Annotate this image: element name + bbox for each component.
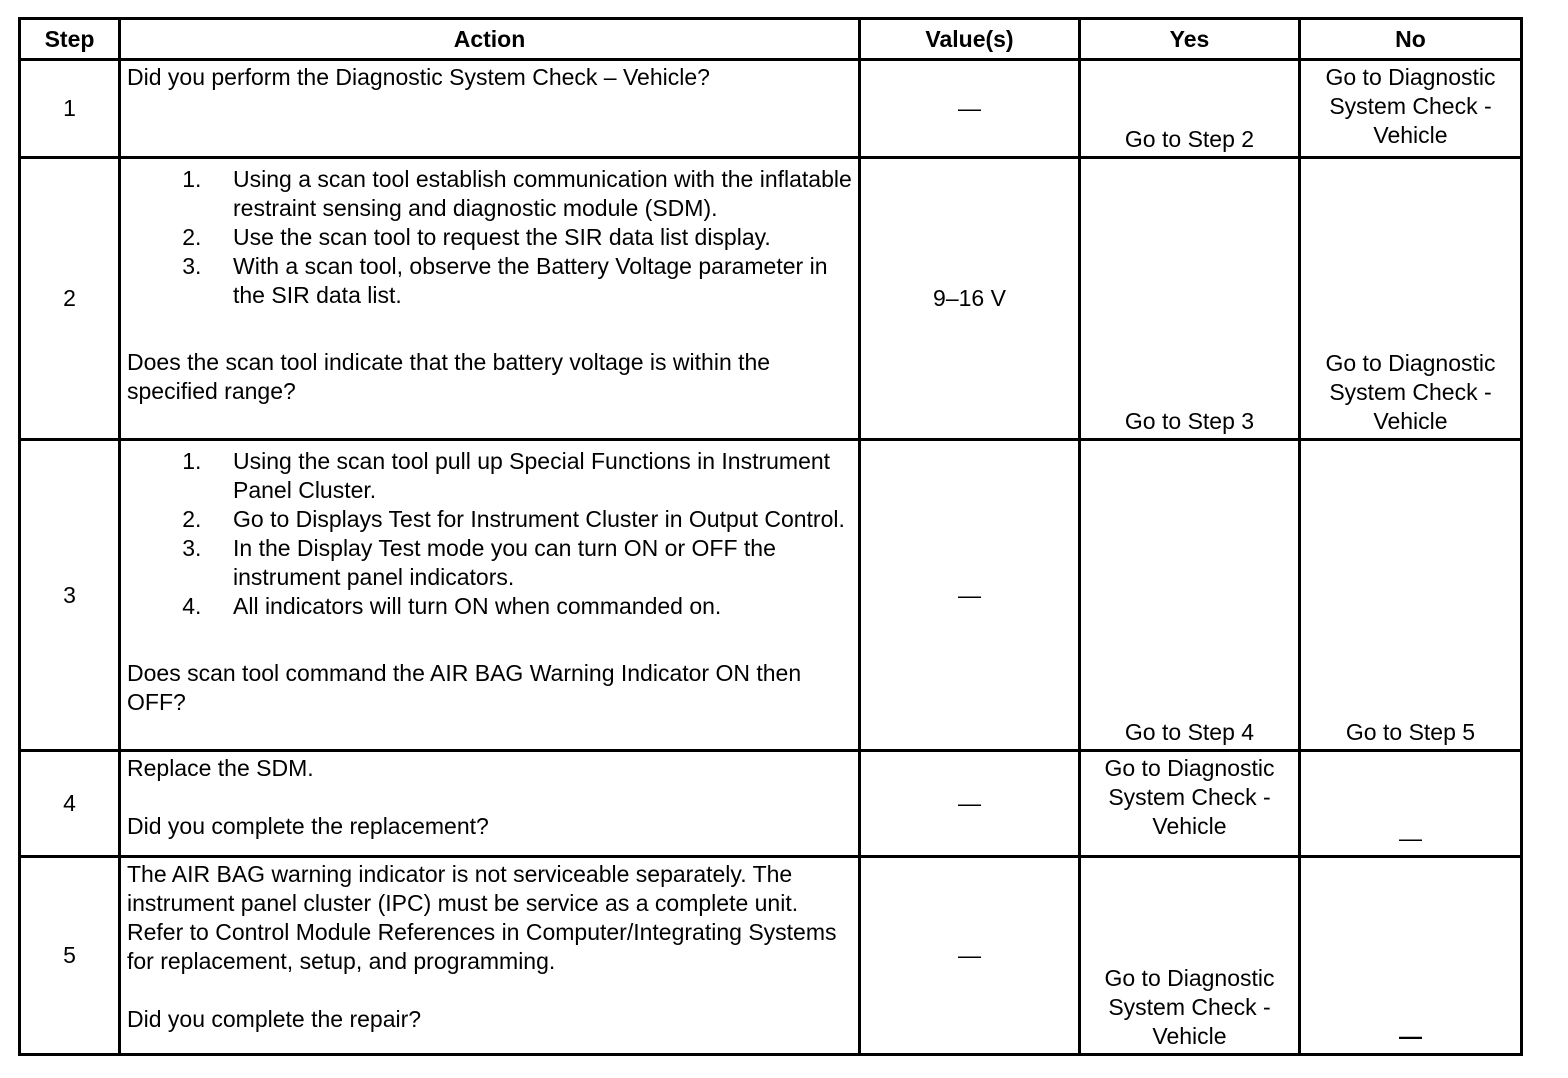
step-number: 2 [20,158,120,440]
action-steps-list [127,447,854,621]
step-number: 3 [20,440,120,750]
action-step: 1. Using the scan tool pull up Special Functions in Instrument Panel Cluster. [227,447,854,505]
yes-cell: Go to Diagnostic System Check - Vehicle [1080,750,1300,856]
action-step: 2. Use the scan tool to request the SIR data list display. [227,223,854,252]
action-question: Did you complete the repair? [127,1005,422,1032]
header-step: Step [20,19,120,60]
table-row [20,750,1522,856]
table-row [20,440,1522,750]
yes-cell: Go to Diagnostic System Check - Vehicle [1080,856,1300,1054]
action-steps-list [127,165,854,310]
no-cell: Go to Diagnostic System Check - Vehicle [1300,158,1522,440]
value-cell: — [860,750,1080,856]
diagnostic-table [18,17,1523,1056]
value-cell: — [860,856,1080,1054]
action-step: 3. With a scan tool, observe the Battery Voltage parameter in the SIR data list. [227,252,854,310]
value-cell: — [860,440,1080,750]
yes-cell: Go to Step 2 [1080,60,1300,158]
header-row [20,19,1522,60]
no-cell: — [1300,856,1522,1054]
step-number: 1 [20,60,120,158]
action-cell [120,750,860,856]
action-step: 1. Using a scan tool establish communication with the inflatable restraint sensing and diagnostic module (SDM). [227,165,854,223]
action-question: Did you complete the replacement? [127,812,489,839]
action-text: The AIR BAG warning indicator is not serviceable separately. The instrument panel cluster (IPC) must be service as a complete unit. Refer to Control Module References in Computer/Integrating Systems for replacement, setup, and programming. [127,860,837,974]
header-no: No [1300,19,1522,60]
header-action: Action [120,19,860,60]
yes-cell: Go to Step 3 [1080,158,1300,440]
no-cell: Go to Step 5 [1300,440,1522,750]
value-cell: 9–16 V [860,158,1080,440]
header-yes: Yes [1080,19,1300,60]
action-cell [120,440,860,750]
header-values: Value(s) [860,19,1080,60]
action-step: 4. All indicators will turn ON when commanded on. [227,592,854,621]
action-cell [120,60,860,158]
table-row [20,60,1522,158]
step-number: 5 [20,856,120,1054]
table-row [20,856,1522,1054]
action-cell [120,856,860,1054]
action-step: 3. In the Display Test mode you can turn ON or OFF the instrument panel indicators. [227,534,854,592]
no-cell: Go to Diagnostic System Check - Vehicle [1300,60,1522,158]
table-row [20,158,1522,440]
yes-cell: Go to Step 4 [1080,440,1300,750]
action-question: Does the scan tool indicate that the battery voltage is within the specified range? [127,349,771,405]
no-cell: — [1300,750,1522,856]
value-cell: — [860,60,1080,158]
action-question: Does scan tool command the AIR BAG Warning Indicator ON then OFF? [127,660,802,716]
action-text: Replace the SDM. [127,754,314,781]
step-number: 4 [20,750,120,856]
action-step: 2. Go to Displays Test for Instrument Cluster in Output Control. [227,505,854,534]
action-text: Did you perform the Diagnostic System Check – Vehicle? [127,64,710,90]
action-cell [120,158,860,440]
